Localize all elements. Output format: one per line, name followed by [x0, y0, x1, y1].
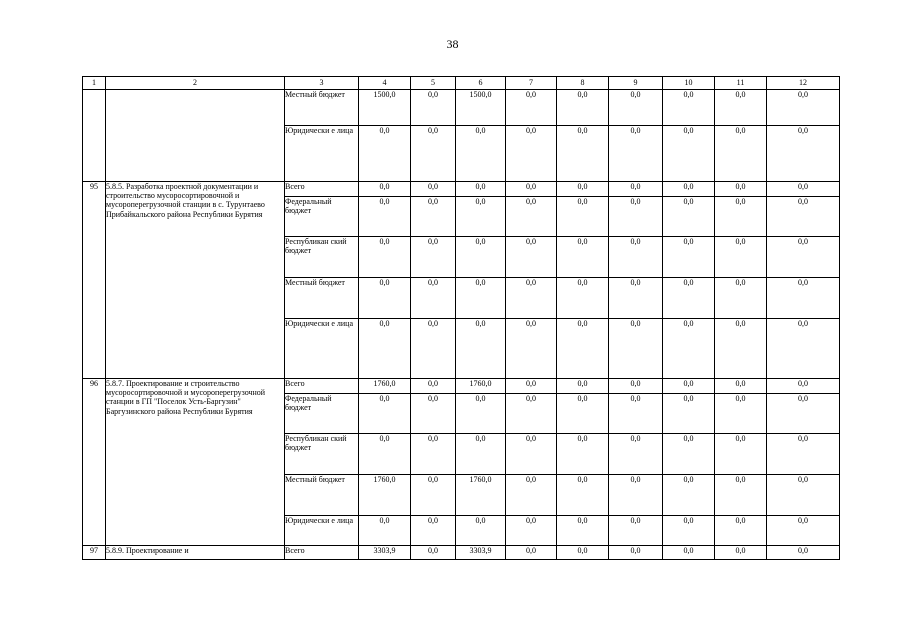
amount-cell: 0,0 [411, 197, 456, 237]
amount-cell: 0,0 [767, 434, 840, 475]
amount-cell: 0,0 [715, 90, 767, 126]
column-number: 5 [411, 77, 456, 90]
funding-source: Местный бюджет [285, 278, 359, 319]
amount-cell: 0,0 [359, 319, 411, 379]
column-number-row [83, 77, 840, 90]
amount-cell: 0,0 [557, 516, 609, 546]
amount-cell: 3303,9 [359, 546, 411, 560]
amount-cell: 0,0 [506, 546, 557, 560]
amount-cell: 0,0 [767, 126, 840, 182]
amount-cell: 0,0 [609, 379, 663, 394]
amount-cell: 1760,0 [456, 379, 506, 394]
funding-source: Юридически е лица [285, 516, 359, 546]
table-row [83, 182, 840, 197]
amount-cell: 0,0 [715, 237, 767, 278]
amount-cell: 0,0 [411, 546, 456, 560]
amount-cell: 0,0 [359, 182, 411, 197]
amount-cell: 0,0 [359, 237, 411, 278]
amount-cell: 0,0 [767, 379, 840, 394]
amount-cell: 3303,9 [456, 546, 506, 560]
amount-cell: 0,0 [359, 394, 411, 434]
amount-cell: 0,0 [411, 237, 456, 278]
amount-cell: 0,0 [609, 475, 663, 516]
amount-cell: 0,0 [557, 278, 609, 319]
funding-source: Республикан ский бюджет [285, 434, 359, 475]
funding-source: Федеральный бюджет [285, 197, 359, 237]
amount-cell: 0,0 [609, 394, 663, 434]
amount-cell: 0,0 [506, 319, 557, 379]
amount-cell: 0,0 [359, 126, 411, 182]
amount-cell: 0,0 [411, 182, 456, 197]
amount-cell: 0,0 [557, 475, 609, 516]
amount-cell: 0,0 [411, 516, 456, 546]
amount-cell: 0,0 [715, 319, 767, 379]
amount-cell: 0,0 [663, 237, 715, 278]
amount-cell: 0,0 [456, 197, 506, 237]
column-number: 1 [83, 77, 106, 90]
amount-cell: 0,0 [663, 516, 715, 546]
amount-cell: 0,0 [715, 182, 767, 197]
row-number [83, 90, 106, 182]
amount-cell: 0,0 [557, 546, 609, 560]
funding-source: Всего [285, 379, 359, 394]
column-number: 7 [506, 77, 557, 90]
column-number: 3 [285, 77, 359, 90]
amount-cell: 0,0 [715, 126, 767, 182]
budget-table [82, 76, 840, 560]
amount-cell: 0,0 [411, 278, 456, 319]
amount-cell: 0,0 [767, 475, 840, 516]
amount-cell: 0,0 [411, 475, 456, 516]
amount-cell: 0,0 [557, 237, 609, 278]
column-number: 9 [609, 77, 663, 90]
amount-cell: 0,0 [506, 434, 557, 475]
amount-cell: 0,0 [411, 319, 456, 379]
amount-cell: 0,0 [767, 237, 840, 278]
table-row [83, 90, 840, 126]
amount-cell: 0,0 [715, 379, 767, 394]
amount-cell: 1500,0 [359, 90, 411, 126]
amount-cell: 0,0 [767, 394, 840, 434]
amount-cell: 0,0 [609, 182, 663, 197]
amount-cell: 0,0 [715, 475, 767, 516]
amount-cell: 0,0 [456, 182, 506, 197]
amount-cell: 0,0 [609, 319, 663, 379]
column-number: 6 [456, 77, 506, 90]
amount-cell: 0,0 [506, 379, 557, 394]
column-number: 10 [663, 77, 715, 90]
amount-cell: 0,0 [767, 546, 840, 560]
measure-name: 5.8.7. Проектирование и строительство мусоросортировочной и мусороперегрузочной станции в ГП "Поселок Усть-Баргузин" Баргузинского района Республики Бурятия [106, 379, 285, 546]
amount-cell: 0,0 [456, 278, 506, 319]
amount-cell: 0,0 [609, 237, 663, 278]
amount-cell: 0,0 [715, 546, 767, 560]
amount-cell: 0,0 [609, 197, 663, 237]
amount-cell: 0,0 [456, 237, 506, 278]
amount-cell: 0,0 [506, 126, 557, 182]
amount-cell: 0,0 [767, 278, 840, 319]
amount-cell: 0,0 [715, 197, 767, 237]
funding-source: Местный бюджет [285, 90, 359, 126]
amount-cell: 0,0 [506, 182, 557, 197]
amount-cell: 1760,0 [359, 475, 411, 516]
amount-cell: 0,0 [557, 394, 609, 434]
amount-cell: 0,0 [411, 126, 456, 182]
amount-cell: 0,0 [609, 126, 663, 182]
funding-source: Юридически е лица [285, 126, 359, 182]
funding-source: Всего [285, 546, 359, 560]
measure-name: 5.8.5. Разработка проектной документации и строительство мусоросортировочной и мусороперегрузочной станции в с. Турунтаево Прибайкальского района Республики Бурятия [106, 182, 285, 379]
amount-cell: 0,0 [557, 182, 609, 197]
amount-cell: 0,0 [663, 126, 715, 182]
amount-cell: 0,0 [506, 237, 557, 278]
row-number: 97 [83, 546, 106, 560]
amount-cell: 0,0 [609, 516, 663, 546]
measure-name [106, 90, 285, 182]
row-number: 95 [83, 182, 106, 379]
amount-cell: 0,0 [506, 516, 557, 546]
table-row [83, 379, 840, 394]
amount-cell: 0,0 [767, 182, 840, 197]
amount-cell: 0,0 [663, 434, 715, 475]
amount-cell: 0,0 [609, 278, 663, 319]
amount-cell: 0,0 [557, 434, 609, 475]
amount-cell: 0,0 [557, 319, 609, 379]
amount-cell: 0,0 [767, 319, 840, 379]
amount-cell: 0,0 [557, 379, 609, 394]
amount-cell: 0,0 [609, 434, 663, 475]
amount-cell: 0,0 [557, 197, 609, 237]
amount-cell: 0,0 [767, 516, 840, 546]
amount-cell: 0,0 [663, 546, 715, 560]
amount-cell: 0,0 [456, 434, 506, 475]
funding-source: Местный бюджет [285, 475, 359, 516]
amount-cell: 0,0 [663, 197, 715, 237]
page-number: 38 [446, 37, 459, 51]
column-number: 4 [359, 77, 411, 90]
column-number: 2 [106, 77, 285, 90]
amount-cell: 0,0 [609, 546, 663, 560]
amount-cell: 0,0 [663, 379, 715, 394]
amount-cell: 0,0 [663, 319, 715, 379]
column-number: 12 [767, 77, 840, 90]
amount-cell: 0,0 [411, 90, 456, 126]
amount-cell: 0,0 [663, 90, 715, 126]
amount-cell: 0,0 [456, 516, 506, 546]
column-number: 8 [557, 77, 609, 90]
table-row [83, 546, 840, 560]
amount-cell: 0,0 [609, 90, 663, 126]
amount-cell: 0,0 [715, 394, 767, 434]
amount-cell: 0,0 [767, 197, 840, 237]
amount-cell: 0,0 [411, 379, 456, 394]
amount-cell: 1500,0 [456, 90, 506, 126]
amount-cell: 0,0 [456, 394, 506, 434]
funding-source: Всего [285, 182, 359, 197]
amount-cell: 0,0 [715, 516, 767, 546]
funding-source: Федеральный бюджет [285, 394, 359, 434]
amount-cell: 0,0 [506, 475, 557, 516]
amount-cell: 1760,0 [359, 379, 411, 394]
amount-cell: 0,0 [663, 278, 715, 319]
amount-cell: 0,0 [663, 475, 715, 516]
amount-cell: 0,0 [715, 278, 767, 319]
amount-cell: 0,0 [359, 197, 411, 237]
amount-cell: 0,0 [557, 126, 609, 182]
amount-cell: 0,0 [411, 434, 456, 475]
row-number: 96 [83, 379, 106, 546]
amount-cell: 0,0 [359, 434, 411, 475]
measure-name: 5.8.9. Проектирование и [106, 546, 285, 560]
amount-cell: 0,0 [663, 394, 715, 434]
amount-cell: 0,0 [411, 394, 456, 434]
amount-cell: 0,0 [767, 90, 840, 126]
funding-source: Республикан ский бюджет [285, 237, 359, 278]
amount-cell: 0,0 [557, 90, 609, 126]
amount-cell: 0,0 [456, 126, 506, 182]
amount-cell: 0,0 [506, 90, 557, 126]
amount-cell: 0,0 [506, 278, 557, 319]
amount-cell: 0,0 [506, 394, 557, 434]
amount-cell: 0,0 [359, 516, 411, 546]
funding-source: Юридически е лица [285, 319, 359, 379]
amount-cell: 0,0 [456, 319, 506, 379]
amount-cell: 0,0 [359, 278, 411, 319]
column-number: 11 [715, 77, 767, 90]
amount-cell: 0,0 [663, 182, 715, 197]
amount-cell: 0,0 [715, 434, 767, 475]
amount-cell: 0,0 [506, 197, 557, 237]
amount-cell: 1760,0 [456, 475, 506, 516]
